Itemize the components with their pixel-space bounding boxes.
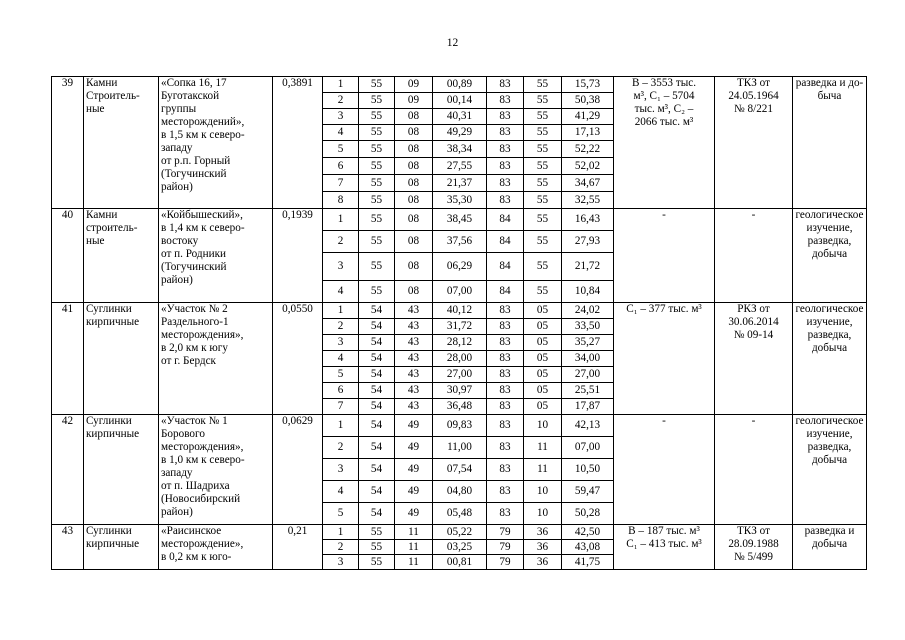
table-row (52, 303, 867, 319)
site-description: «Участок № 2 Раздельного-1 месторождения», в 2,0 км к югу от г. Бердск (159, 303, 273, 415)
deposit-number: 42 (52, 415, 84, 525)
point-number: 2 (323, 437, 359, 459)
coordinate-cell: 79 (487, 555, 524, 570)
point-number: 2 (323, 231, 359, 253)
coordinate-cell: 28,12 (433, 335, 487, 351)
coordinate-cell: 10,84 (562, 281, 614, 303)
coordinate-cell: 83 (487, 351, 524, 367)
deposit-number: 39 (52, 77, 84, 209)
coordinate-cell: 83 (487, 175, 524, 192)
coordinate-cell: 54 (359, 367, 395, 383)
coordinate-cell: 07,54 (433, 459, 487, 481)
coordinate-cell: 83 (487, 399, 524, 415)
table-row (52, 77, 867, 93)
coordinate-cell: 49 (395, 481, 433, 503)
deposit-table-body (52, 77, 867, 570)
coordinate-cell: 05,48 (433, 503, 487, 525)
coordinate-cell: 55 (359, 555, 395, 570)
coordinate-cell: 49 (395, 437, 433, 459)
coordinate-cell: 05 (524, 383, 562, 399)
coordinate-cell: 28,00 (433, 351, 487, 367)
reserves-cell: В – 187 тыс. м³ C₁ – 413 тыс. м³ (614, 525, 715, 570)
point-number: 5 (323, 141, 359, 158)
coordinate-cell: 42,13 (562, 415, 614, 437)
coordinate-cell: 17,87 (562, 399, 614, 415)
mineral-type: Суглинки кирпичные (84, 303, 159, 415)
coordinate-cell: 55 (524, 175, 562, 192)
coordinate-cell: 11 (524, 437, 562, 459)
coordinate-cell: 55 (359, 141, 395, 158)
coordinate-cell: 34,67 (562, 175, 614, 192)
deposit-table (51, 76, 867, 570)
coordinate-cell: 43 (395, 303, 433, 319)
coordinate-cell: 30,97 (433, 383, 487, 399)
point-number: 5 (323, 503, 359, 525)
coordinate-cell: 55 (359, 253, 395, 281)
coordinate-cell: 54 (359, 399, 395, 415)
coordinate-cell: 05 (524, 367, 562, 383)
coordinate-cell: 07,00 (433, 281, 487, 303)
coordinate-cell: 83 (487, 335, 524, 351)
coordinate-cell: 08 (395, 158, 433, 175)
point-number: 3 (323, 555, 359, 570)
site-area: 0,0550 (273, 303, 323, 415)
coordinate-cell: 00,81 (433, 555, 487, 570)
coordinate-cell: 27,00 (562, 367, 614, 383)
site-description: «Сопка 16, 17 Буготакской группы месторождений», в 1,5 км к северо- западу от р.п. Горный (Тогучинский район) (159, 77, 273, 209)
deposit-number: 41 (52, 303, 84, 415)
coordinate-cell: 43 (395, 335, 433, 351)
protocol-cell: ТКЗ от 24.05.1964 № 8/221 (715, 77, 793, 209)
coordinate-cell: 08 (395, 281, 433, 303)
point-number: 8 (323, 192, 359, 209)
coordinate-cell: 21,72 (562, 253, 614, 281)
point-number: 1 (323, 209, 359, 231)
coordinate-cell: 50,38 (562, 93, 614, 109)
coordinate-cell: 42,50 (562, 525, 614, 540)
coordinate-cell: 40,31 (433, 109, 487, 125)
point-number: 3 (323, 109, 359, 125)
purpose-cell: геологическое изучение, разведка, добыча (793, 209, 867, 303)
coordinate-cell: 08 (395, 209, 433, 231)
coordinate-cell: 55 (359, 192, 395, 209)
coordinate-cell: 83 (487, 319, 524, 335)
coordinate-cell: 54 (359, 383, 395, 399)
point-number: 6 (323, 158, 359, 175)
coordinate-cell: 49 (395, 503, 433, 525)
site-area: 0,0629 (273, 415, 323, 525)
coordinate-cell: 08 (395, 125, 433, 141)
point-number: 3 (323, 459, 359, 481)
coordinate-cell: 10 (524, 415, 562, 437)
coordinate-cell: 83 (487, 77, 524, 93)
site-area: 0,3891 (273, 77, 323, 209)
coordinate-cell: 83 (487, 141, 524, 158)
protocol-cell: ТКЗ от 28.09.1988 № 5/499 (715, 525, 793, 570)
coordinate-cell: 43 (395, 399, 433, 415)
coordinate-cell: 43 (395, 319, 433, 335)
coordinate-cell: 34,00 (562, 351, 614, 367)
coordinate-cell: 43 (395, 367, 433, 383)
coordinate-cell: 55 (524, 253, 562, 281)
reserves-cell: - (614, 415, 715, 525)
coordinate-cell: 21,37 (433, 175, 487, 192)
coordinate-cell: 36 (524, 555, 562, 570)
point-number: 5 (323, 367, 359, 383)
coordinate-cell: 54 (359, 319, 395, 335)
coordinate-cell: 08 (395, 109, 433, 125)
coordinate-cell: 49 (395, 415, 433, 437)
coordinate-cell: 55 (524, 281, 562, 303)
mineral-type: Суглинки кирпичные (84, 415, 159, 525)
coordinate-cell: 11 (395, 555, 433, 570)
point-number: 1 (323, 525, 359, 540)
coordinate-cell: 59,47 (562, 481, 614, 503)
deposit-number: 40 (52, 209, 84, 303)
coordinate-cell: 83 (487, 303, 524, 319)
coordinate-cell: 09 (395, 77, 433, 93)
coordinate-cell: 83 (487, 415, 524, 437)
reserves-cell: C₁ – 377 тыс. м³ (614, 303, 715, 415)
coordinate-cell: 27,00 (433, 367, 487, 383)
coordinate-cell: 09 (395, 93, 433, 109)
coordinate-cell: 83 (487, 459, 524, 481)
table-row (52, 525, 867, 540)
coordinate-cell: 35,27 (562, 335, 614, 351)
coordinate-cell: 05 (524, 303, 562, 319)
purpose-cell: разведка и до- быча (793, 77, 867, 209)
coordinate-cell: 54 (359, 459, 395, 481)
coordinate-cell: 40,12 (433, 303, 487, 319)
coordinate-cell: 54 (359, 335, 395, 351)
coordinate-cell: 25,51 (562, 383, 614, 399)
coordinate-cell: 05,22 (433, 525, 487, 540)
coordinate-cell: 83 (487, 125, 524, 141)
point-number: 7 (323, 399, 359, 415)
coordinate-cell: 11 (395, 540, 433, 555)
coordinate-cell: 83 (487, 192, 524, 209)
coordinate-cell: 10 (524, 481, 562, 503)
site-description: «Койбышеский», в 1,4 км к северо- востоку от п. Родники (Тогучинский район) (159, 209, 273, 303)
coordinate-cell: 08 (395, 192, 433, 209)
coordinate-cell: 54 (359, 437, 395, 459)
point-number: 4 (323, 481, 359, 503)
coordinate-cell: 84 (487, 253, 524, 281)
coordinate-cell: 27,93 (562, 231, 614, 253)
point-number: 4 (323, 281, 359, 303)
point-number: 4 (323, 351, 359, 367)
coordinate-cell: 79 (487, 525, 524, 540)
reserves-cell: - (614, 209, 715, 303)
coordinate-cell: 83 (487, 383, 524, 399)
coordinate-cell: 05 (524, 351, 562, 367)
point-number: 4 (323, 125, 359, 141)
coordinate-cell: 54 (359, 303, 395, 319)
coordinate-cell: 54 (359, 351, 395, 367)
coordinate-cell: 16,43 (562, 209, 614, 231)
coordinate-cell: 41,29 (562, 109, 614, 125)
coordinate-cell: 41,75 (562, 555, 614, 570)
coordinate-cell: 31,72 (433, 319, 487, 335)
coordinate-cell: 55 (359, 77, 395, 93)
coordinate-cell: 55 (359, 158, 395, 175)
coordinate-cell: 83 (487, 503, 524, 525)
coordinate-cell: 24,02 (562, 303, 614, 319)
point-number: 1 (323, 77, 359, 93)
coordinate-cell: 83 (487, 437, 524, 459)
reserves-cell: В – 3553 тыс. м³, C₁ – 5704 тыс. м³, C₂ – 2066 тыс. м³ (614, 77, 715, 209)
mineral-type: Камни Строитель- ные (84, 77, 159, 209)
coordinate-cell: 54 (359, 481, 395, 503)
coordinate-cell: 00,89 (433, 77, 487, 93)
coordinate-cell: 55 (359, 175, 395, 192)
point-number: 1 (323, 303, 359, 319)
coordinate-cell: 00,14 (433, 93, 487, 109)
purpose-cell: разведка и добыча (793, 525, 867, 570)
coordinate-cell: 79 (487, 540, 524, 555)
coordinate-cell: 43 (395, 351, 433, 367)
coordinate-cell: 10 (524, 503, 562, 525)
coordinate-cell: 55 (524, 93, 562, 109)
coordinate-cell: 55 (359, 231, 395, 253)
point-number: 3 (323, 335, 359, 351)
coordinate-cell: 84 (487, 231, 524, 253)
coordinate-cell: 08 (395, 141, 433, 158)
coordinate-cell: 07,00 (562, 437, 614, 459)
table-row (52, 415, 867, 437)
site-area: 0,21 (273, 525, 323, 570)
coordinate-cell: 55 (524, 192, 562, 209)
site-description: «Раисинское месторождение», в 0,2 км к юго- (159, 525, 273, 570)
coordinate-cell: 36,48 (433, 399, 487, 415)
coordinate-cell: 54 (359, 503, 395, 525)
protocol-cell: - (715, 209, 793, 303)
coordinate-cell: 08 (395, 253, 433, 281)
coordinate-cell: 05 (524, 399, 562, 415)
coordinate-cell: 08 (395, 231, 433, 253)
coordinate-cell: 55 (359, 525, 395, 540)
coordinate-cell: 52,22 (562, 141, 614, 158)
coordinate-cell: 55 (524, 141, 562, 158)
coordinate-cell: 36 (524, 525, 562, 540)
protocol-cell: РКЗ от 30.06.2014 № 09-14 (715, 303, 793, 415)
coordinate-cell: 83 (487, 367, 524, 383)
coordinate-cell: 52,02 (562, 158, 614, 175)
coordinate-cell: 55 (359, 125, 395, 141)
purpose-cell: геологическое изучение, разведка, добыча (793, 303, 867, 415)
coordinate-cell: 55 (359, 281, 395, 303)
coordinate-cell: 55 (524, 109, 562, 125)
coordinate-cell: 49,29 (433, 125, 487, 141)
coordinate-cell: 55 (359, 93, 395, 109)
coordinate-cell: 05 (524, 335, 562, 351)
coordinate-cell: 11 (524, 459, 562, 481)
deposit-number: 43 (52, 525, 84, 570)
coordinate-cell: 55 (524, 158, 562, 175)
coordinate-cell: 83 (487, 109, 524, 125)
coordinate-cell: 11,00 (433, 437, 487, 459)
point-number: 2 (323, 93, 359, 109)
coordinate-cell: 36 (524, 540, 562, 555)
coordinate-cell: 55 (524, 231, 562, 253)
coordinate-cell: 55 (359, 540, 395, 555)
coordinate-cell: 55 (524, 125, 562, 141)
coordinate-cell: 38,45 (433, 209, 487, 231)
coordinate-cell: 55 (359, 209, 395, 231)
point-number: 3 (323, 253, 359, 281)
coordinate-cell: 32,55 (562, 192, 614, 209)
coordinate-cell: 17,13 (562, 125, 614, 141)
coordinate-cell: 15,73 (562, 77, 614, 93)
mineral-type: Суглинки кирпичные (84, 525, 159, 570)
site-area: 0,1939 (273, 209, 323, 303)
point-number: 7 (323, 175, 359, 192)
coordinate-cell: 84 (487, 281, 524, 303)
site-description: «Участок № 1 Борового месторождения», в 1,0 км к северо- западу от п. Шадриха (Новосибирский район) (159, 415, 273, 525)
coordinate-cell: 10,50 (562, 459, 614, 481)
point-number: 6 (323, 383, 359, 399)
coordinate-cell: 83 (487, 158, 524, 175)
table-row (52, 209, 867, 231)
coordinate-cell: 83 (487, 481, 524, 503)
coordinate-cell: 35,30 (433, 192, 487, 209)
coordinate-cell: 09,83 (433, 415, 487, 437)
coordinate-cell: 55 (524, 209, 562, 231)
point-number: 2 (323, 319, 359, 335)
coordinate-cell: 55 (524, 77, 562, 93)
coordinate-cell: 05 (524, 319, 562, 335)
coordinate-cell: 03,25 (433, 540, 487, 555)
purpose-cell: геологическое изучение, разведка, добыча (793, 415, 867, 525)
point-number: 1 (323, 415, 359, 437)
coordinate-cell: 50,28 (562, 503, 614, 525)
coordinate-cell: 55 (359, 109, 395, 125)
coordinate-cell: 43,08 (562, 540, 614, 555)
coordinate-cell: 83 (487, 93, 524, 109)
protocol-cell: - (715, 415, 793, 525)
coordinate-cell: 04,80 (433, 481, 487, 503)
page-number: 12 (446, 37, 459, 49)
point-number: 2 (323, 540, 359, 555)
coordinate-cell: 84 (487, 209, 524, 231)
coordinate-cell: 11 (395, 525, 433, 540)
mineral-type: Камни строитель- ные (84, 209, 159, 303)
coordinate-cell: 38,34 (433, 141, 487, 158)
coordinate-cell: 49 (395, 459, 433, 481)
coordinate-cell: 37,56 (433, 231, 487, 253)
coordinate-cell: 54 (359, 415, 395, 437)
coordinate-cell: 33,50 (562, 319, 614, 335)
coordinate-cell: 08 (395, 175, 433, 192)
coordinate-cell: 06,29 (433, 253, 487, 281)
coordinate-cell: 43 (395, 383, 433, 399)
coordinate-cell: 27,55 (433, 158, 487, 175)
